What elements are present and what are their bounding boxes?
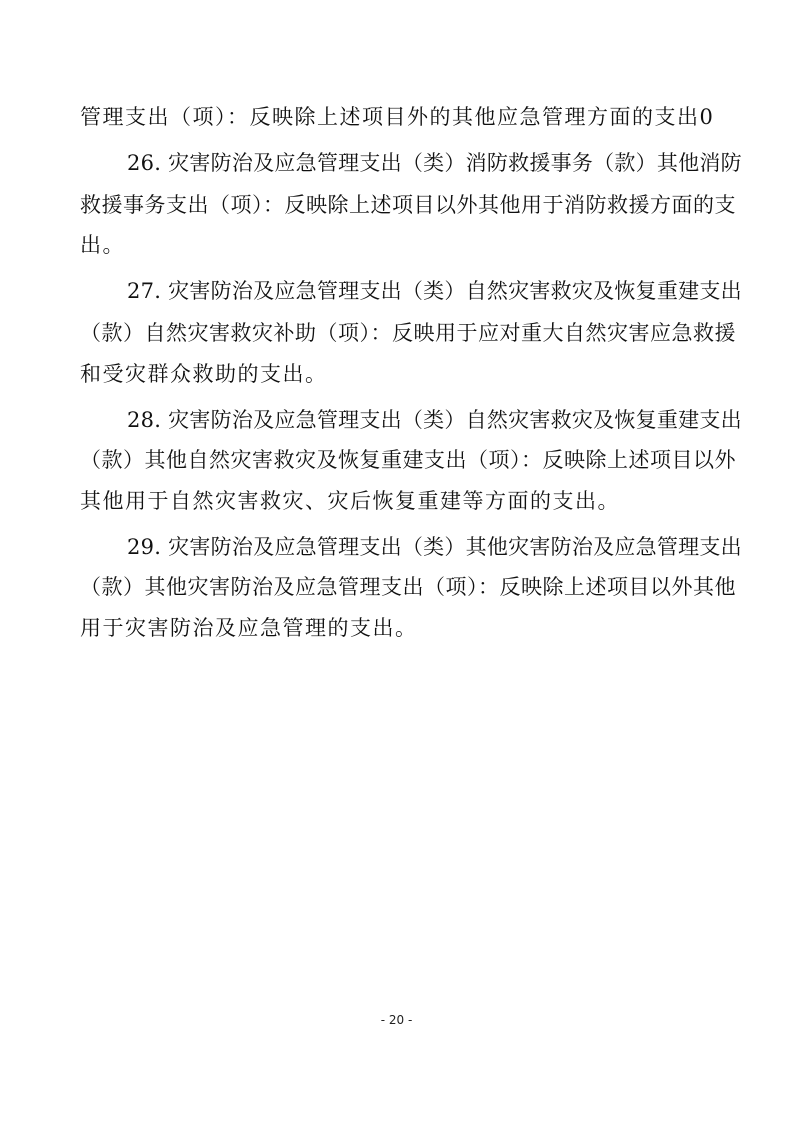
item-26-line-1: 26. 灾害防治及应急管理支出（类）消防救援事务（款）其他消防 xyxy=(127,151,742,175)
item-27-line-1: 27. 灾害防治及应急管理支出（类）自然灾害救灾及恢复重建支出 xyxy=(127,279,742,303)
item-27-line-3: 和受灾群众救助的支出。 xyxy=(80,362,328,386)
text-line-continuation-25: 管理支出（项）：反映除上述项目外的其他应急管理方面的支出0 xyxy=(80,105,715,129)
item-28-line-2: （款）其他自然灾害救灾及恢复重建支出（项）：反映除上述项目以外 xyxy=(80,448,736,472)
item-28-line-3: 其他用于自然灾害救灾、灾后恢复重建等方面的支出。 xyxy=(80,489,620,513)
item-29-line-1: 29. 灾害防治及应急管理支出（类）其他灾害防治及应急管理支出 xyxy=(127,535,742,559)
item-26-line-3: 出。 xyxy=(80,233,125,257)
item-28-line-1: 28. 灾害防治及应急管理支出（类）自然灾害救灾及恢复重建支出 xyxy=(127,408,742,432)
item-29-line-2: （款）其他灾害防治及应急管理支出（项）：反映除上述项目以外其他 xyxy=(80,575,736,599)
item-27-line-2: （款）自然灾害救灾补助（项）：反映用于应对重大自然灾害应急救援 xyxy=(80,321,736,345)
item-26-line-2: 救援事务支出（项）：反映除上述项目以外其他用于消防救援方面的支 xyxy=(80,193,736,217)
page-number: - 20 - xyxy=(380,1013,413,1027)
item-29-line-3: 用于灾害防治及应急管理的支出。 xyxy=(80,616,418,640)
